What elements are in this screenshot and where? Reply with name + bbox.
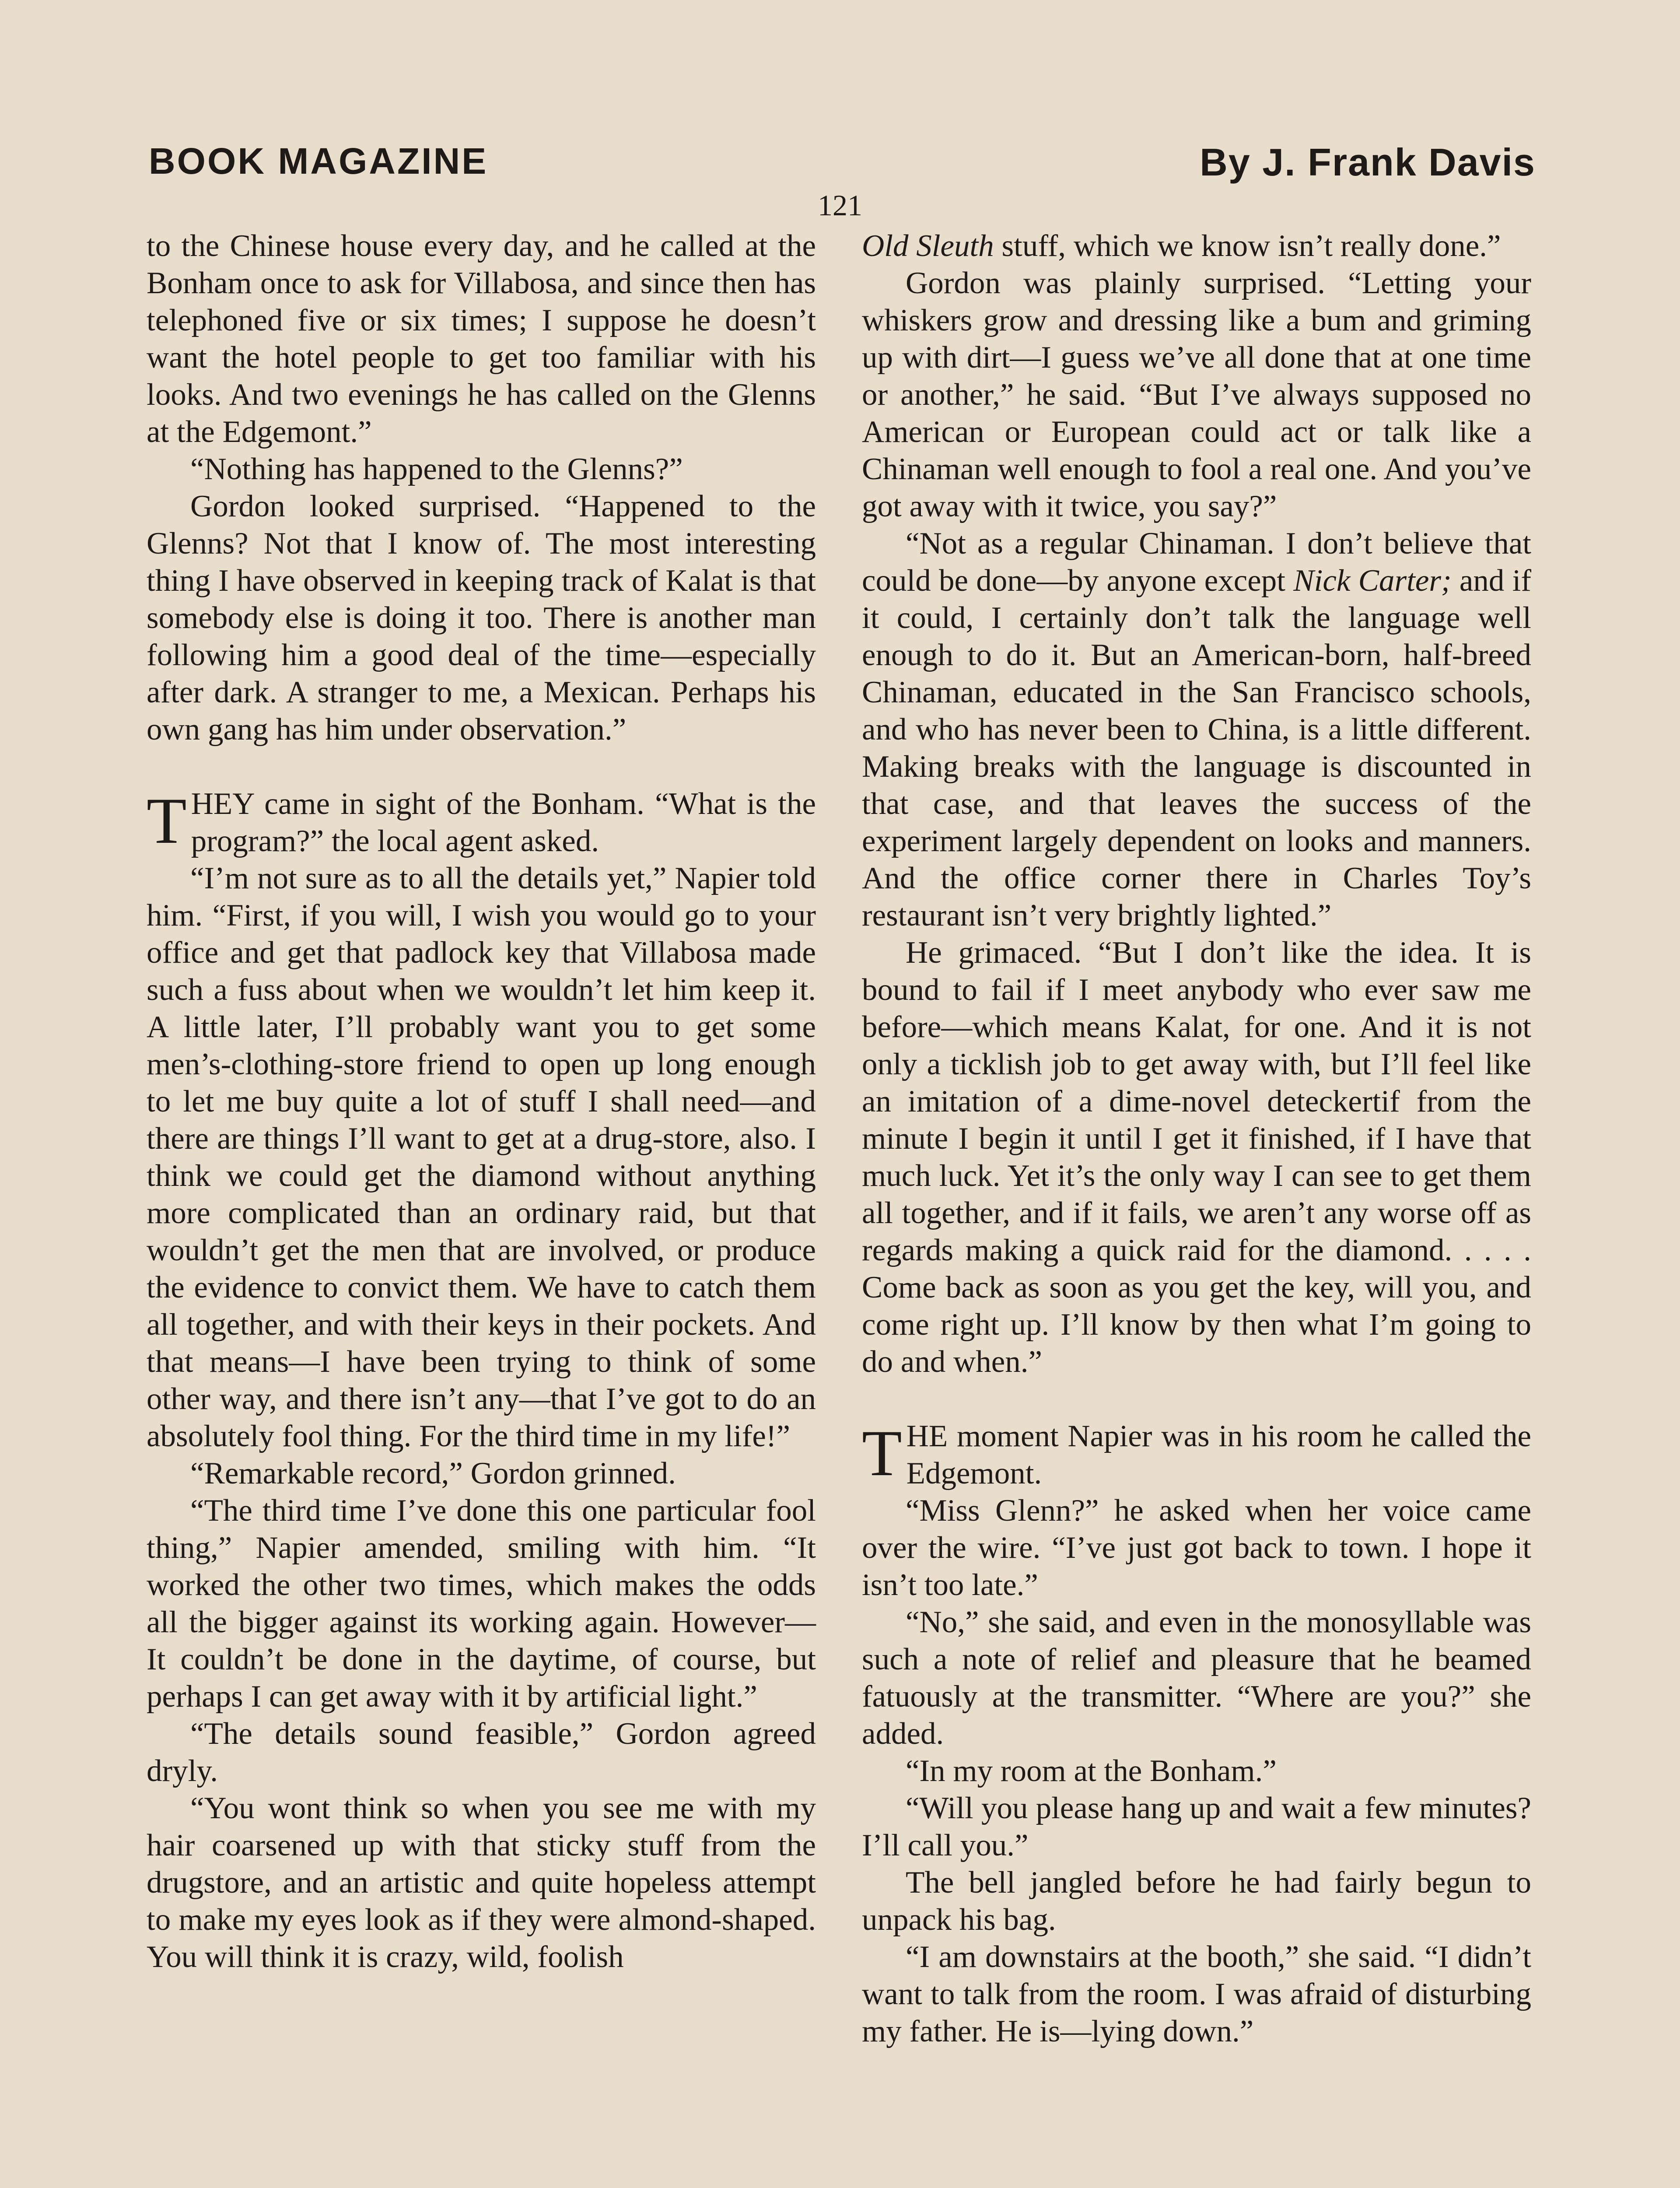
left-column xyxy=(147,228,816,1976)
paragraph: “You wont think so when you see me with my hair coarsened up with that sticky stuff from the drugstore, and an artistic and quite hopeless attempt to make my eyes look as if they were almond-shaped. You will think it is crazy, wild, foolish xyxy=(147,1791,816,1974)
paragraph: “Remarkable record,” Gordon grinned. xyxy=(190,1456,676,1490)
paragraph: The bell jangled before he had fairly begun to unpack his bag. xyxy=(862,1865,1531,1937)
paragraph-text: “Not as a regular Chinaman. I don’t believe that could be done—by anyone except xyxy=(862,526,1531,598)
paragraph-text: and if it could, I certainly don’t talk the language well enough to do it. But an American-born, half-breed Chinaman, educated in the San Francisco schools, and who has never been to China, is a little different. Making breaks with the language is discounted in that case, and that leaves the success of the experiment largely dependent on looks and manners. And the office corner there in Charles Toy’s restaurant isn’t very brightly lighted.” xyxy=(862,564,1532,933)
opening-caps: HE xyxy=(906,1419,948,1453)
paragraph xyxy=(862,228,1531,265)
paragraph-text: moment Napier was in his room he called the Edgemont. xyxy=(906,1419,1531,1490)
paragraph: Gordon looked surprised. “Happened to the Glenns? Not that I know of. The most interesting thing I have observed in keeping track of Kalat is that somebody else is doing it too. There is another man following him a good deal of the time—especially after dark. A stranger to me, a Mexican. Perhaps his own gang has him under observation.” xyxy=(147,489,816,747)
drop-cap: T xyxy=(862,1417,902,1490)
paragraph: Gordon was plainly surprised. “Letting your whiskers grow and dressing like a bum and griming up with dirt—I guess we’ve all done that at one time or another,” he said. “But I’ve always supposed no American or European could act or talk like a Chinaman well enough to fool a real one. And you’ve got away with it twice, you say?” xyxy=(862,266,1531,523)
paragraph: “Nothing has happened to the Glenns?” xyxy=(190,452,683,486)
right-column xyxy=(862,228,1531,2050)
author-byline: By J. Frank Davis xyxy=(1200,140,1536,184)
italic-name: Nick Carter; xyxy=(1293,564,1452,598)
paragraph: “The details sound feasible,” Gordon agreed dryly. xyxy=(147,1717,816,1788)
paragraph: “I’m not sure as to all the details yet,” Napier told him. “First, if you will, I wish you would go to your office and get that padlock key that Villabosa made such a fuss about when we wouldn’t let him keep it. A little later, I’ll probably want you to get some men’s-clothing-store friend to open up long enough to let me buy quite a lot of stuff I shall need—and there are things I’ll want to get at a drug-store, also. I think we could get the diamond without anything more complicated than an ordinary raid, but that wouldn’t get the men that are involved, or produce the evidence to convict them. We have to catch them all together, and with their keys in their pockets. And that means—I have been trying to think of some other way, and there isn’t any—that I’ve got to do an absolutely fool thing. For the third time in my life!” xyxy=(147,861,816,1453)
page-header xyxy=(144,131,1536,193)
paragraph-text: came in sight of the Bonham. “What is the program?” the local agent asked. xyxy=(191,787,816,858)
drop-cap: T xyxy=(147,785,187,857)
paragraph: “Will you please hang up and wait a few minutes? I’ll call you.” xyxy=(862,1791,1531,1862)
page-number: 121 xyxy=(818,189,862,222)
section-opening-paragraph xyxy=(862,1418,1531,1492)
paragraph: “Miss Glenn?” he asked when her voice came over the wire. “I’ve just got back to town. I hope it isn’t too late.” xyxy=(862,1494,1531,1602)
paragraph-text: stuff, which we know isn’t really done.” xyxy=(994,229,1501,263)
paragraph: “I am downstairs at the booth,” she said. “I didn’t want to talk from the room. I was afraid of disturbing my father. He is—lying down.” xyxy=(862,1940,1531,2048)
paragraph: “The third time I’ve done this one particular fool thing,” Napier amended, smiling with him. “It worked the other two times, which makes the odds all the bigger against its working again. However— It couldn’t be done in the daytime, of course, but perhaps I can get away with it by artificial light.” xyxy=(147,1494,816,1714)
italic-title: Old Sleuth xyxy=(862,229,994,263)
paragraph: “In my room at the Bonham.” xyxy=(906,1754,1277,1788)
paragraph xyxy=(862,525,1531,934)
paragraph: to the Chinese house every day, and he called at the Bonham once to ask for Villabosa, and since then has telephoned five or six times; I suppose he doesn’t want the hotel people to get too familiar with his looks. And two evenings he has called on the Glenns at the Edgemont.” xyxy=(147,229,816,449)
section-opening-paragraph xyxy=(147,785,816,860)
paragraph: “No,” she said, and even in the monosyllable was such a note of relief and pleasure that he beamed fatuously at the transmitter. “Where are you?” she added. xyxy=(862,1605,1531,1751)
opening-caps: HEY xyxy=(191,787,254,821)
paragraph: He grimaced. “But I don’t like the idea. It is bound to fail if I meet anybody who ever saw me before—which means Kalat, for one. And it is not only a ticklish job to get away with, but I’ll feel like an imitation of a dime-novel deteckertif from the minute I begin it until I get it finished, if I have that much luck. Yet it’s the only way I can see to get them all together, and if it fails, we aren’t any worse off as regards making a quick raid for the diamond. . . . . Come back as soon as you get the key, will you, and come right up. I’ll know by then what I’m going to do and when.” xyxy=(862,936,1531,1379)
publication-title: BOOK MAGAZINE xyxy=(149,140,488,182)
